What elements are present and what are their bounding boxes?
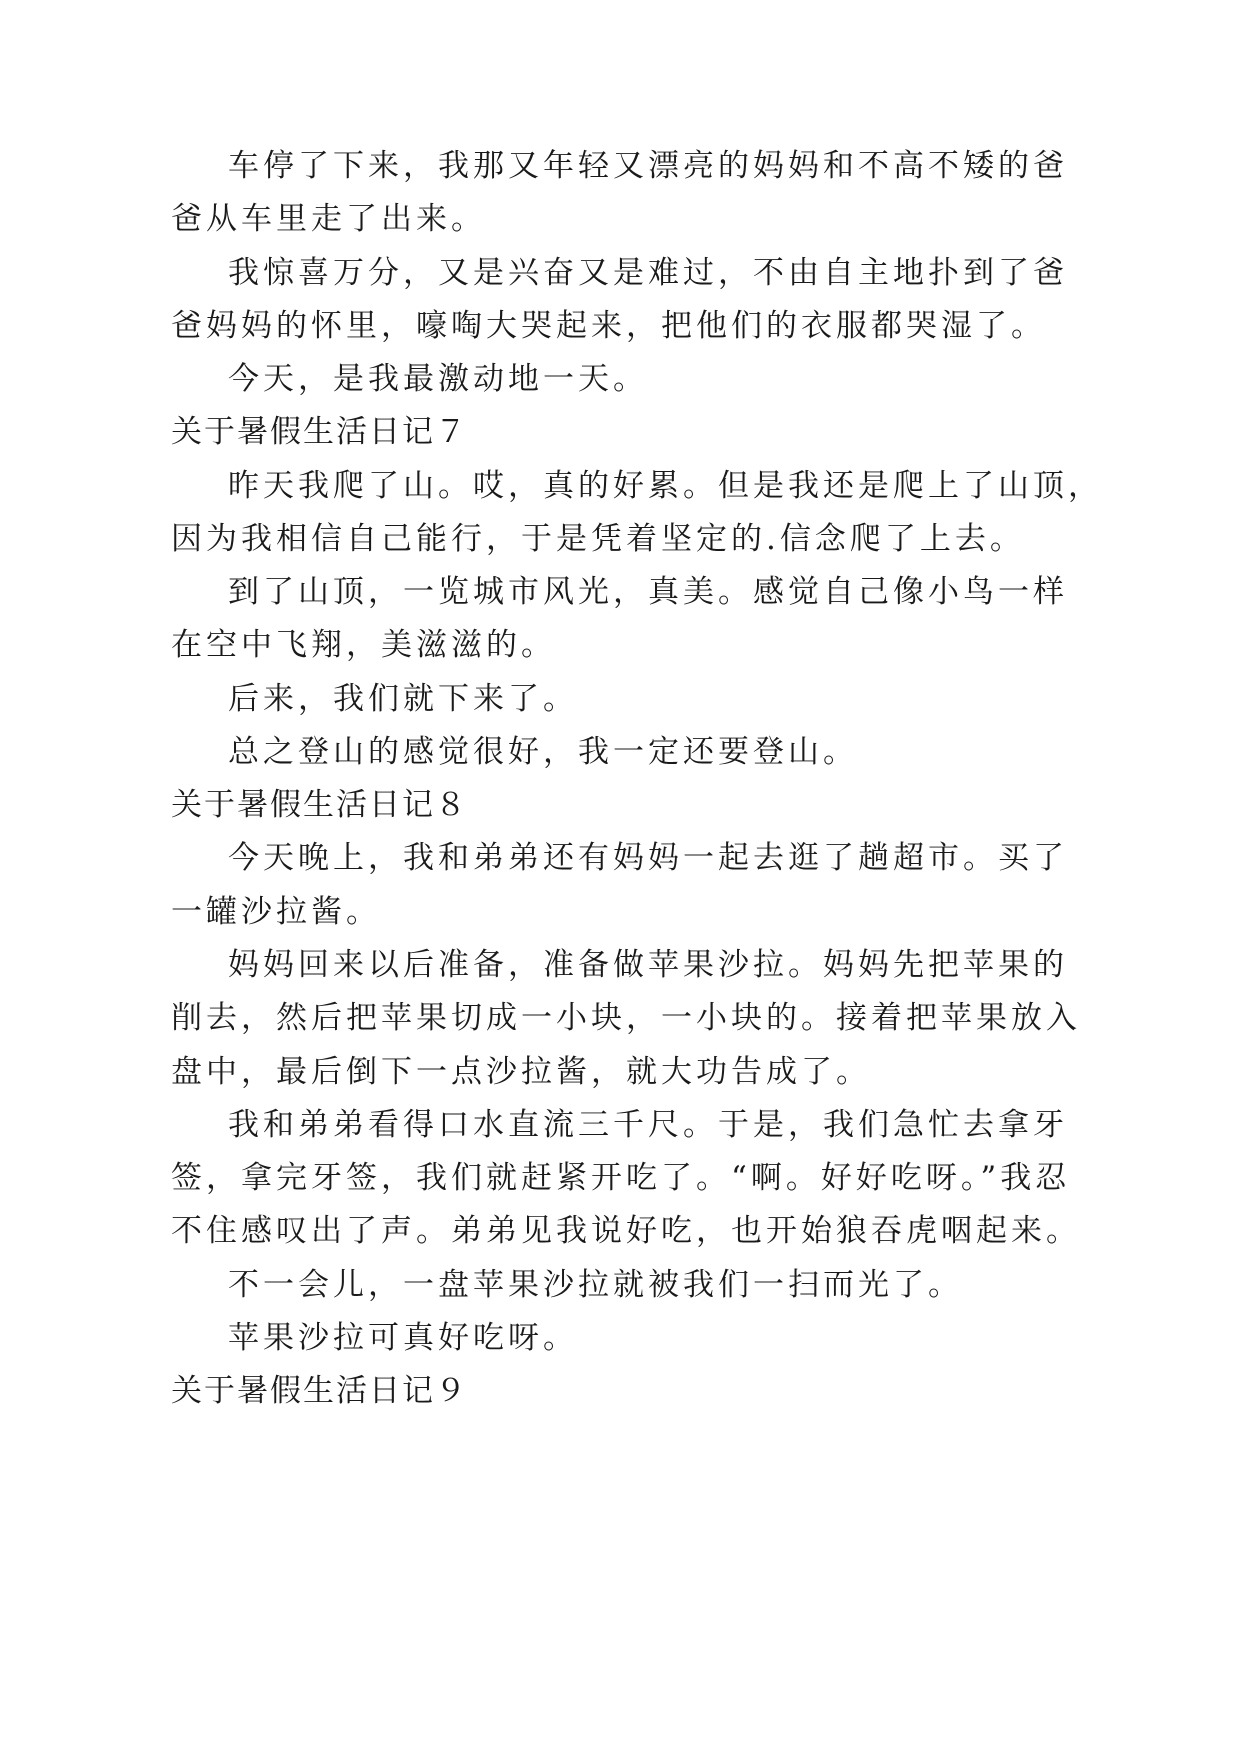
- paragraph-line: 不一会儿，一盘苹果沙拉就被我们一扫而光了。: [228, 1267, 963, 1303]
- paragraph-line: 车停了下来，我那又年轻又漂亮的妈妈和不高不矮的爸: [228, 148, 1068, 184]
- paragraph-line: 今天，是我最激动地一天。: [228, 361, 648, 397]
- section-heading: 关于暑假生活日记７: [171, 414, 468, 450]
- paragraph-line: 签，拿完牙签，我们就赶紧开吃了。“啊。好好吃呀。”我忍: [171, 1160, 1071, 1196]
- paragraph-line: 到了山顶，一览城市风光，真美。感觉自己像小鸟一样: [228, 574, 1068, 610]
- paragraph-line: 我惊喜万分，又是兴奋又是难过，不由自主地扑到了爸: [228, 255, 1068, 291]
- paragraph-line: 苹果沙拉可真好吃呀。: [228, 1320, 578, 1356]
- paragraph-line: 妈妈回来以后准备，准备做苹果沙拉。妈妈先把苹果的: [228, 947, 1068, 983]
- paragraph-line: 不住感叹出了声。弟弟见我说好吃，也开始狼吞虎咽起来。: [171, 1213, 1081, 1249]
- paragraph-line: 总之登山的感觉很好，我一定还要登山。: [228, 734, 858, 770]
- paragraph-line: 今天晚上，我和弟弟还有妈妈一起去逛了趟超市。买了: [228, 840, 1068, 876]
- paragraph-line: 因为我相信自己能行，于是凭着坚定的.信念爬了上去。: [171, 521, 1025, 557]
- paragraph-line: 盘中，最后倒下一点沙拉酱，就大功告成了。: [171, 1054, 871, 1090]
- paragraph-line: 在空中飞翔，美滋滋的。: [171, 627, 556, 663]
- paragraph-line: 爸从车里走了出来。: [171, 201, 486, 237]
- paragraph-line: 削去，然后把苹果切成一小块，一小块的。接着把苹果放入: [171, 1000, 1081, 1036]
- paragraph-line: 我和弟弟看得口水直流三千尺。于是，我们急忙去拿牙: [228, 1107, 1068, 1143]
- section-heading: 关于暑假生活日记９: [171, 1373, 468, 1409]
- paragraph-line: 爸妈妈的怀里，嚎啕大哭起来，把他们的衣服都哭湿了。: [171, 308, 1046, 344]
- paragraph-line: 后来，我们就下来了。: [228, 681, 578, 717]
- section-heading: 关于暑假生活日记８: [171, 787, 468, 823]
- paragraph-line: 昨天我爬了山。哎，真的好累。但是我还是爬上了山顶，: [228, 468, 1103, 504]
- paragraph-line: 一罐沙拉酱。: [171, 894, 381, 930]
